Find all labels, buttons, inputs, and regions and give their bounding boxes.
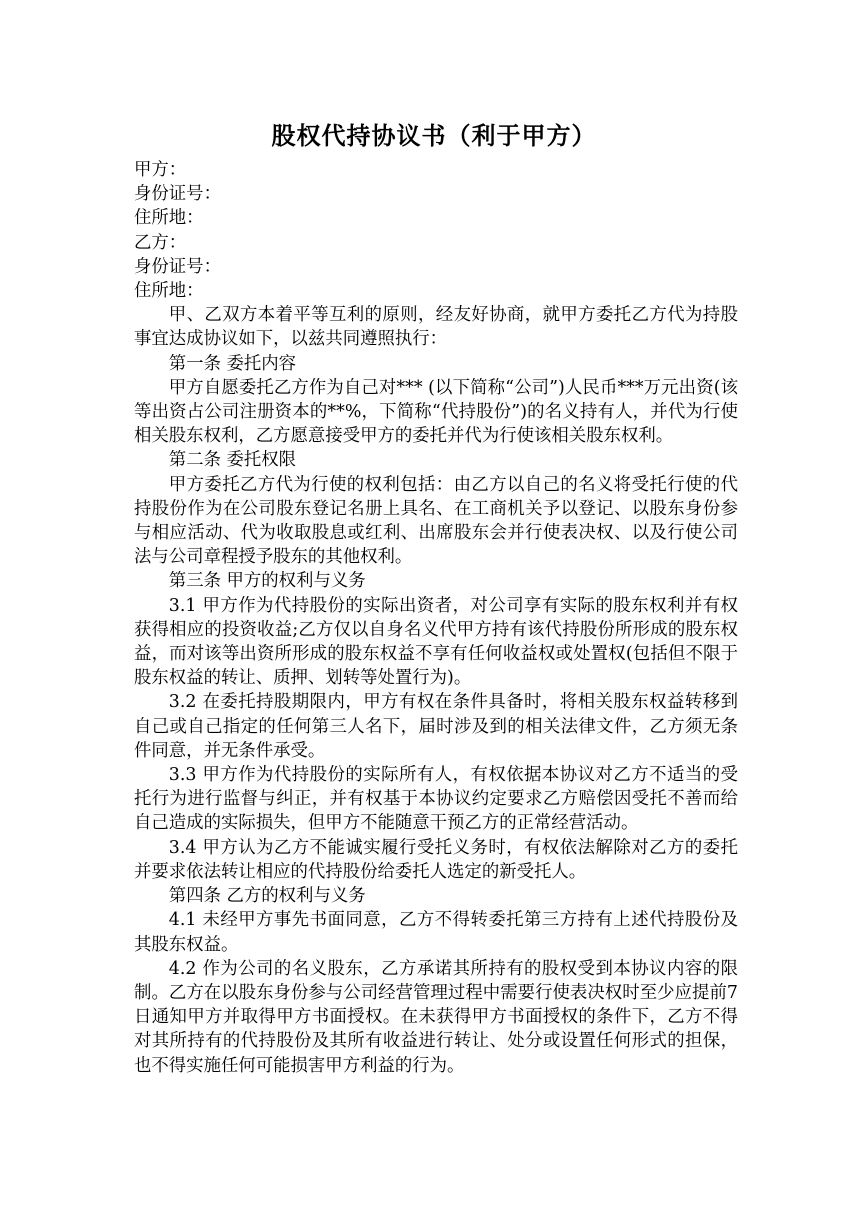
- article-2-paragraph: 甲方委托乙方代为行使的权利包括：由乙方以自己的名义将受托行使的代持股份作为在公司股东登记名册上具名、在工商机关予以登记、以股东身份参与相应活动、代为收取股息或红利、出席股东会并行使表决权、以及行使公司法与公司章程授予股东的其他权利。: [134, 474, 738, 568]
- clause-4-1: 4.1 未经甲方事先书面同意，乙方不得转委托第三方持有上述代持股份及其股东权益。: [134, 910, 738, 955]
- clause-3-3: 3.3 甲方作为代持股份的实际所有人，有权依据本协议对乙方不适当的受托行为进行监督与纠正，并有权基于本协议约定要求乙方赔偿因受托不善而给自己造成的实际损失，但甲方不能随意干预乙方的正常经营活动。: [134, 765, 738, 834]
- article-1-heading: 第一条 委托内容: [168, 353, 297, 374]
- party-a-label: 甲方：: [134, 160, 187, 180]
- article-4-heading: 第四条 乙方的权利与义务: [168, 886, 366, 907]
- clause-3-2: 3.2 在委托持股期限内，甲方有权在条件具备时，将相关股东权益转移到自己或自己指定的任何第三人名下，届时涉及到的相关法律文件，乙方须无条件同意，并无条件承受。: [134, 692, 738, 761]
- party-a-address-label: 住所地：: [134, 208, 204, 229]
- party-b-address-label: 住所地：: [134, 281, 204, 302]
- article-3-heading: 第三条 甲方的权利与义务: [168, 571, 366, 592]
- intro-paragraph: 甲、乙双方本着平等互利的原则，经友好协商，就甲方委托乙方代为持股事宜达成协议如下，以兹共同遵照执行：: [134, 305, 738, 350]
- party-b-id-label: 身份证号：: [134, 256, 221, 277]
- party-a-id-label: 身份证号：: [134, 184, 221, 205]
- document-title: 股权代持协议书（利于甲方）: [271, 121, 597, 150]
- clause-3-1: 3.1 甲方作为代持股份的实际出资者，对公司享有实际的股东权利并有权获得相应的投资收益;乙方仅以自身名义代甲方持有该代持股份所形成的股东权益，而对该等出资所形成的股东权益不享有任何收益权或处置权(包括但不限于股东权益的转让、质押、划转等处置行为)。: [134, 595, 738, 689]
- document-body: [134, 158, 738, 1078]
- article-2-heading: 第二条 委托权限: [168, 450, 297, 471]
- clause-4-2: 4.2 作为公司的名义股东，乙方承诺其所持有的股权受到本协议内容的限制。乙方在以股东身份参与公司经营管理过程中需要行使表决权时至少应提前7日通知甲方并取得甲方书面授权。在未获得甲方书面授权的条件下，乙方不得对其所持有的代持股份及其所有收益进行转让、处分或设置任何形式的担保，也不得实施任何可能损害甲方利益的行为。: [134, 958, 738, 1076]
- party-b-label: 乙方：: [134, 232, 187, 253]
- article-1-paragraph: 甲方自愿委托乙方作为自己对*** (以下简称“公司”)人民币***万元出资(该等出资占公司注册资本的**%，下简称“代持股份”)的名义持有人，并代为行使相关股东权利，乙方愿意接受甲方的委托并代为行使该相关股东权利。: [134, 377, 738, 447]
- clause-3-4: 3.4 甲方认为乙方不能诚实履行受托义务时，有权依法解除对乙方的委托并要求依法转让相应的代持股份给委托人选定的新受托人。: [134, 837, 738, 882]
